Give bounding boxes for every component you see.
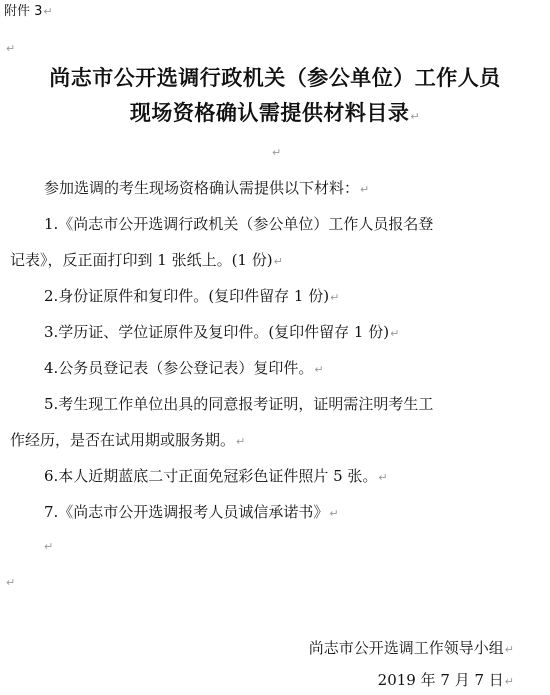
paragraph-mark-icon: ↵ xyxy=(378,471,388,484)
signature-org-text: 尚志市公开选调工作领导小组 xyxy=(308,639,504,657)
item-7-text: 7.《尚志市公开选调报考人员诚信承诺书》 xyxy=(44,503,329,521)
signature-date xyxy=(378,670,514,692)
attachment-label-text: 附件 3 xyxy=(4,4,43,19)
paragraph-mark-icon: ↵ xyxy=(504,675,514,688)
intro-paragraph xyxy=(44,178,369,200)
list-item xyxy=(44,394,433,414)
paragraph-mark-icon: ↵ xyxy=(360,183,370,196)
list-item-continuation xyxy=(10,430,245,452)
paragraph-mark-icon: ↵ xyxy=(314,363,324,376)
paragraph-mark-icon: ↵ xyxy=(410,110,421,123)
paragraph-mark-icon: ↵ xyxy=(330,291,340,304)
paragraph-mark-icon: ↵ xyxy=(273,255,283,268)
list-item xyxy=(44,286,339,308)
list-item xyxy=(44,214,433,234)
item-5-line-1: 5.考生现工作单位出具的同意报考证明，证明需注明考生工 xyxy=(44,395,434,413)
document-title-line-2 xyxy=(0,98,550,132)
signature-organization xyxy=(309,638,514,660)
paragraph-mark-icon: ↵ xyxy=(43,5,53,18)
signature-date-text: 2019 年 7 月 7 日 xyxy=(377,671,504,689)
paragraph-mark-icon: ↵ xyxy=(44,540,54,553)
list-item xyxy=(44,358,324,380)
item-5-line-2: 作经历，是否在试用期或服务期。 xyxy=(10,431,236,449)
attachment-label xyxy=(4,3,53,21)
list-item xyxy=(44,502,339,524)
list-item xyxy=(44,466,388,488)
paragraph-mark-icon: ↵ xyxy=(272,146,282,159)
intro-text: 参加选调的考生现场资格确认需提供以下材料： xyxy=(44,179,360,197)
paragraph-mark-icon: ↵ xyxy=(504,643,514,656)
paragraph-mark-icon: ↵ xyxy=(390,327,400,340)
item-6-text: 6.本人近期蓝底二寸正面免冠彩色证件照片 5 张。 xyxy=(44,467,378,485)
paragraph-mark-icon: ↵ xyxy=(6,576,16,589)
item-2-text: 2.身份证原件和复印件。(复印件留存 1 份) xyxy=(44,287,330,305)
item-4-text: 4.公务员登记表（参公登记表）复印件。 xyxy=(44,359,314,377)
paragraph-mark-icon: ↵ xyxy=(329,507,339,520)
item-1-line-1: 1.《尚志市公开选调行政机关（参公单位）工作人员报名登 xyxy=(44,215,434,233)
paragraph-mark-icon: ↵ xyxy=(6,42,16,55)
item-3-text: 3.学历证、学位证原件及复印件。(复印件留存 1 份) xyxy=(44,323,390,341)
list-item-continuation xyxy=(10,250,283,272)
list-item xyxy=(44,322,399,344)
document-title-line-1 xyxy=(0,63,550,93)
title-line-2-text: 现场资格确认需提供材料目录 xyxy=(129,101,410,125)
title-line-1-text: 尚志市公开选调行政机关（参公单位）工作人员 xyxy=(49,66,501,90)
item-1-line-2: 记表》，反正面打印到 1 张纸上。(1 份) xyxy=(10,251,273,269)
paragraph-mark-icon: ↵ xyxy=(236,435,246,448)
